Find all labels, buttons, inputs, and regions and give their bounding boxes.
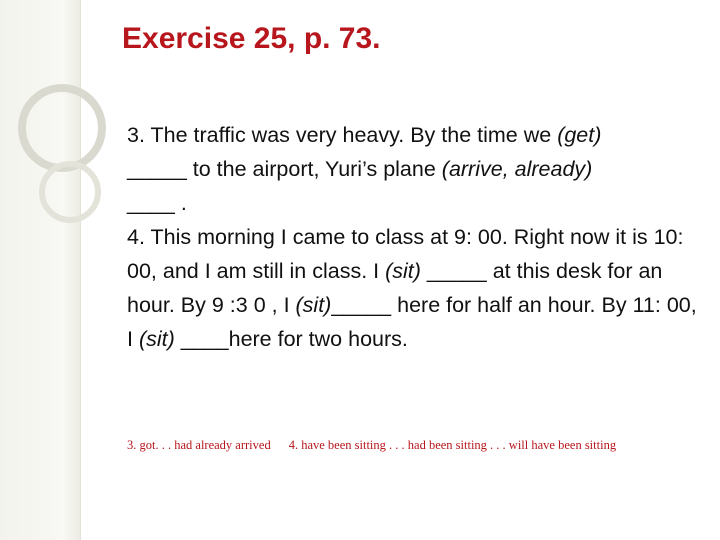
item-3-verb-1: (get): [557, 123, 602, 147]
answer-key: [127, 438, 707, 453]
item-3-end: .: [174, 191, 187, 215]
item-4-verb-2: (sit): [295, 293, 332, 317]
item-4-mid-2: here for half an hour. By 11: 00, I: [127, 293, 697, 351]
ring-small: [42, 164, 98, 220]
item-3-verb-2: (arrive, already): [441, 157, 593, 181]
ring-large: [22, 88, 102, 168]
item-4-blank-1: _____: [426, 259, 487, 283]
item-3-mid: to the airport, Yuri’s plane: [186, 157, 442, 181]
item-3-intro: 3. The traffic was very heavy. By the time we: [127, 123, 558, 147]
answer-4: 4. have been sitting . . . had been sitting . . . will have been sitting: [288, 438, 617, 452]
item-3-blank-1: _____: [127, 157, 187, 181]
item-4-verb-3: (sit): [138, 327, 175, 351]
item-4-end: here for two hours.: [228, 327, 408, 351]
decorative-rings: [0, 60, 110, 260]
item-4-verb-1: (sit): [385, 259, 421, 283]
item-4-mid-1: at this desk for an hour. By 9 :3 0 , I: [127, 259, 663, 317]
answer-3: 3. got. . . had already arrived: [127, 438, 271, 452]
item-4: [127, 220, 707, 356]
slide-title: Exercise 25, p. 73.: [122, 22, 381, 55]
item-3-blank-2: ____: [127, 191, 175, 215]
item-4-blank-2: _____: [331, 293, 392, 317]
item-4-blank-3: ____: [180, 327, 229, 351]
exercise-text: [127, 118, 707, 356]
item-3: [127, 118, 707, 220]
item-4-intro: 4. This morning I came to class at 9: 00. Right now it is 10: 00, and I am still in class. I: [127, 225, 684, 283]
